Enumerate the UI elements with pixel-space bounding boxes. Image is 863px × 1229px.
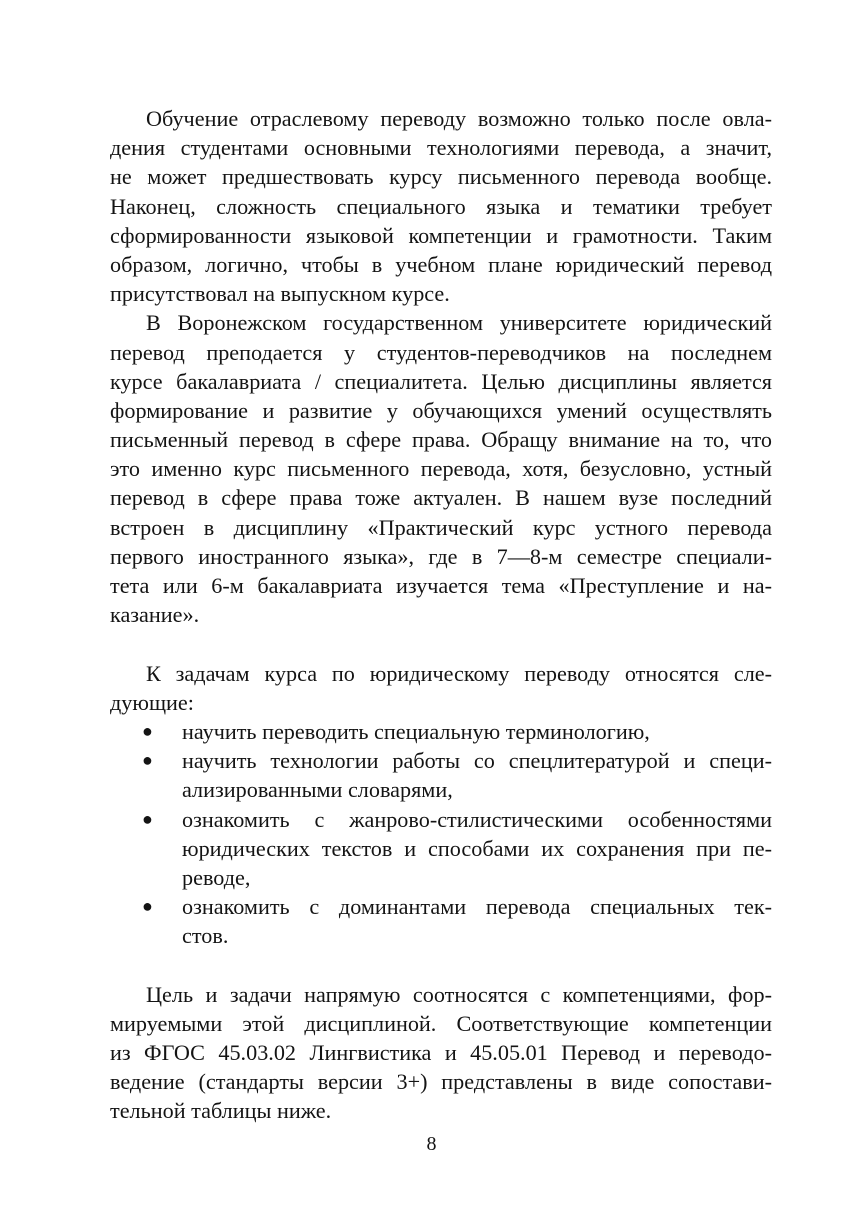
text-line [110, 717, 772, 746]
paragraph-2 [110, 308, 772, 629]
text-line: курсе бакалавриата / специалитета. Целью дисциплины является [110, 368, 772, 394]
paragraph-spacer [110, 629, 772, 658]
bullet-icon: ● [142, 750, 153, 771]
list-item-text: ознакомить с жанрово-стилистическими особенностями [182, 806, 772, 832]
list-item-text: научить переводить специальную терминологию, [182, 718, 650, 744]
text-line: мируемыми этой дисциплиной. Соответствующие компетенции [110, 1010, 772, 1036]
page-body [110, 104, 772, 1126]
text-line: В Воронежском государственном университете юридический [146, 310, 772, 336]
text-line: дения студентами основными технологиями перевода, а значит, [110, 135, 772, 161]
text-line: встроен в дисциплину «Практический курс устного перевода [110, 514, 772, 540]
text-line: казание». [110, 602, 200, 628]
text-line: Цель и задачи напрямую соотносятся с компетенциями, фор- [146, 981, 772, 1007]
list-item-text: научить технологии работы со спецлитературой и специ- [182, 748, 772, 774]
page-number: 8 [426, 1133, 437, 1155]
text-line: дующие: [110, 689, 194, 715]
text-line: перевод в сфере права тоже актуален. В нашем вузе последний [110, 485, 772, 511]
text-line: перевод преподается у студентов-переводчиков на последнем [110, 339, 772, 365]
list-item-text: юридических текстов и способами их сохранения при пе- [182, 835, 772, 861]
paragraph-3 [110, 659, 772, 717]
text-line: тельной таблицы ниже. [110, 1098, 332, 1124]
text-line: Обучение отраслевому переводу возможно только после овла- [146, 106, 772, 131]
text-line: сформированности языковой компетенции и грамотности. Таким [110, 222, 772, 248]
text-line [110, 746, 772, 775]
text-line: К задачам курса по юридическому переводу относятся сле- [146, 660, 772, 686]
text-line: письменный перевод в сфере права. Обращу внимание на то, что [110, 427, 772, 453]
list-item [110, 805, 772, 893]
text-line [110, 892, 772, 921]
paragraph-1 [110, 104, 772, 308]
paragraph-spacer [110, 950, 772, 979]
text-line: присутствовал на выпускном курсе. [110, 281, 450, 307]
text-line: тета или 6-м бакалавриата изучается тема «Преступление и на- [110, 573, 772, 598]
bullet-icon: ● [142, 896, 153, 917]
list-item [110, 746, 772, 804]
text-line: не может предшествовать курсу письменного перевода вообще. [110, 164, 772, 190]
list-item [110, 717, 772, 746]
text-line: из ФГОС 45.03.02 Лингвистика и 45.05.01 Перевод и переводо- [110, 1040, 772, 1065]
list-item-text: реводе, [182, 864, 251, 890]
list-item-text: стов. [182, 923, 229, 949]
text-line: ведение (стандарты версии 3+) представлены в виде сопостави- [110, 1069, 772, 1095]
list-item-text: ализированными словарями, [182, 777, 453, 803]
text-line: первого иностранного языка», где в 7—8-м семестре специали- [110, 543, 772, 569]
list-item [110, 892, 772, 950]
text-line [110, 805, 772, 834]
text-line: образом, логично, чтобы в учебном плане юридический перевод [110, 251, 772, 277]
text-line: формирование и развитие у обучающихся умений осуществлять [110, 397, 772, 423]
bullet-icon: ● [142, 720, 153, 741]
text-line: Наконец, сложность специального языка и тематики требует [110, 193, 772, 219]
text-line: это именно курс письменного перевода, хотя, безусловно, устный [110, 456, 772, 482]
list-item-text: ознакомить с доминантами перевода специальных тек- [182, 894, 772, 920]
task-list [110, 717, 772, 951]
paragraph-4 [110, 980, 772, 1126]
bullet-icon: ● [142, 808, 153, 829]
